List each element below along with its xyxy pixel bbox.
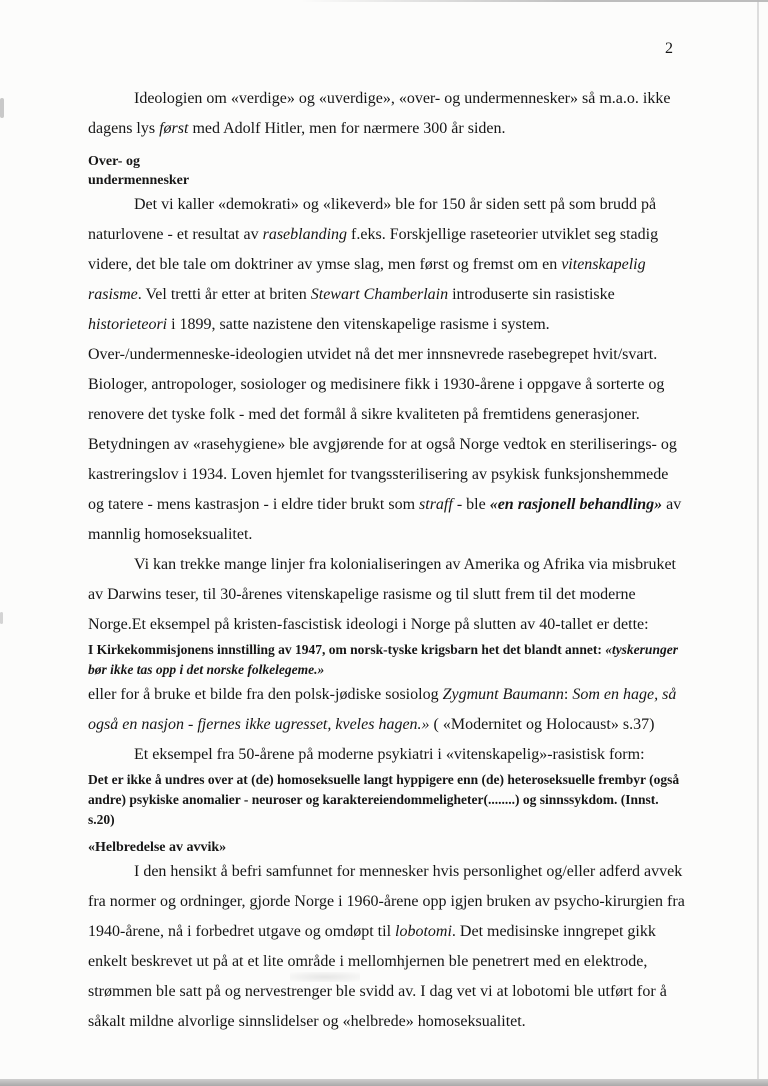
text-run: «tyskerunger bør ikke tas opp i det norske folkelegeme.» — [88, 642, 678, 677]
heading-line-2: undermennesker — [88, 173, 190, 188]
text-run: Det vi kaller «demokrati» og «likeverd» ble for 150 år siden sett på som brudd på naturlovene - et resultat av — [88, 196, 657, 243]
heading-line-1: Over- og — [88, 154, 140, 169]
text-run: Stewart Chamberlain — [310, 286, 449, 303]
text-run: eller for å bruke et bilde fra den polsk-jødiske sosiolog — [88, 686, 443, 703]
quote-kirkekommisjonens-innstilling — [88, 640, 686, 680]
paragraph-vi-kan-trekke — [88, 550, 686, 640]
text-run: : — [563, 686, 573, 703]
text-run: . Vel tretti år etter at briten — [137, 286, 311, 303]
document-content — [88, 84, 686, 1037]
quote-psykiatri-innstilling — [88, 770, 686, 830]
scan-artifact-right-edge — [757, 0, 759, 1086]
text-run: Som en hage, så også en nasjon - fjernes ikke ugresset, kveles hagen.» — [88, 686, 677, 733]
text-run: Vi kan trekke mange linjer fra kolonialiseringen av Amerika og Afrika via misbruket av Darwins teser, til 30-årenes vitenskapelige rasisme og til slutt frem til det moderne Norge.Et eksempel på kristen-fascistisk ideologi i Norge på slutten av 40-tallet er dette: — [88, 556, 676, 633]
text-run: . Det medisinske inngrepet gikk enkelt beskrevet ut på at et lite område i mellomhjernen ble penetrert med en elektrode, strømmen ble satt på og nervestrenger ble svidd av. I dag vet vi at lobotomi ble utført for å såkalt mildne alvorlige sinnslidelser og «helbrede» homoseksualitet. — [88, 923, 667, 1030]
text-run: Ideologien om «verdige» og «uverdige», «over- og undermennesker» så m.a.o. ikke dagens lys — [88, 90, 671, 137]
text-run: vitenskapelig rasisme — [88, 256, 646, 303]
paragraph-i-den-hensikt — [88, 857, 686, 1037]
scan-artifact-top-edge — [300, 0, 768, 2]
text-run: med Adolf Hitler, men for nærmere 300 år siden. — [188, 120, 506, 137]
text-run: først — [159, 120, 189, 137]
text-run: «en rasjonell behandling» — [489, 496, 663, 513]
scan-artifact-speck — [0, 98, 4, 118]
heading-over-og-undermennesker — [88, 152, 686, 190]
heading-helbredelse-av-avvik: «Helbredelse av avvik» — [88, 840, 227, 855]
text-run: I Kirkekommisjonens innstilling av 1947, om norsk-tyske krigsbarn het det blandt annet: — [88, 642, 606, 657]
text-run: ( «Modernitet og Holocaust» s.37) — [429, 716, 655, 733]
text-run: - ble — [452, 496, 490, 513]
text-run: I den hensikt å befri samfunnet for mennesker hvis personlighet og/eller adferd avvek fra normer og ordninger, gjorde Norge i 1960-årene opp igjen bruken av psycho-kirurgien fra 1940-årene, nå i forbedret utgave og omdøpt til — [88, 863, 685, 940]
page-number: 2 — [665, 40, 673, 57]
paragraph-eller-for-a-bruke — [88, 680, 686, 740]
text-run: f.eks. Forskjellige raseteorier utviklet seg stadig videre, det ble tale om doktriner av ymse slag, men først og fremst om en — [88, 226, 659, 273]
text-run: i 1899, satte nazistene den vitenskapelige rasisme i system. Over-/undermenneske-ideologien utvidet nå det mer innsnevrede rasebegrepet hvit/svart. Biologer, antropologer, sosiologer og medisinere fikk i 1930-årene i oppgave å sorterte og renovere det tyske folk - med det formål å sikre kvaliteten på fremtidens generasjoner. Betydningen av «rasehygiene» ble avgjørende for at også Norge vedtok en steriliserings- og kastreringslov i 1934. Loven hjemlet for tvangssterilisering av psykisk funksjonshemmede og tatere - mens kastrasjon - i eldre tider brukt som — [88, 316, 677, 513]
text-run: Det er ikke å undres over at (de) homoseksuelle langt hyppigere enn (de) heteroseksuelle frembyr (også andre) psykiske anomalier - neuroser og karaktereiendommeligheter(........) og sinnssykdom. (Innst. s.20) — [88, 772, 680, 827]
text-run: straff — [419, 496, 453, 513]
scan-artifact-bottom-edge — [0, 1079, 768, 1086]
scan-artifact-speck — [0, 612, 3, 624]
text-run: introduserte sin rasistiske — [448, 286, 615, 303]
text-run: Zygmunt Baumann — [442, 686, 564, 703]
paragraph-ideologien — [88, 84, 686, 144]
text-run: historieteori — [88, 316, 168, 333]
text-run: raseblanding — [262, 226, 348, 243]
text-run: av mannlig homoseksualitet. — [88, 496, 682, 543]
paragraph-det-vi-kaller — [88, 190, 686, 550]
paragraph-et-eksempel-50-arene — [88, 740, 686, 770]
text-run: lobotomi — [395, 923, 452, 940]
text-run: Et eksempel fra 50-årene på moderne psykiatri i «vitenskapelig»-rasistisk form: — [134, 746, 645, 763]
